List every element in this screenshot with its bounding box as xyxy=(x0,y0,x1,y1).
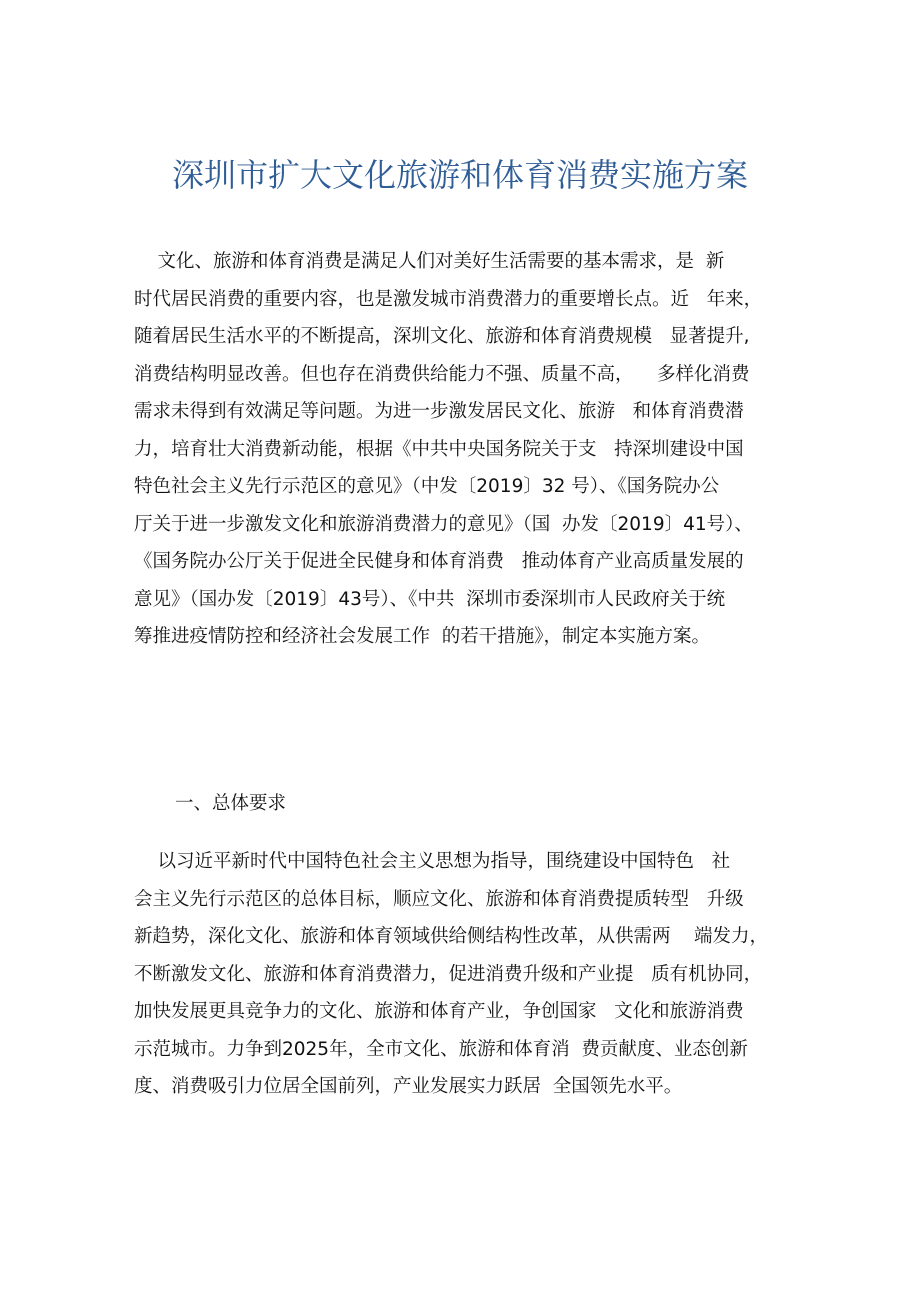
paragraph-line: 不断激发文化、旅游和体育消费潜力，促进消费升级和产业提 质有机协同， xyxy=(134,963,763,985)
paragraph-line: 消费结构明显改善。但也存在消费供给能力不强、质量不高， 多样化消费 xyxy=(134,363,750,385)
paragraph-line: 度、消费吸引力位居全国前列，产业发展实力跃居 全国领先水平。 xyxy=(134,1076,683,1097)
paragraph-line: 意见》（国办发〔2019〕43号）、《中共 深圳市委深圳市人民政府关于统 xyxy=(134,588,726,610)
section-heading: 一、总体要求 xyxy=(175,793,287,814)
paragraph-line: 厅关于进一步激发文化和旅游消费潜力的意见》（国 办发〔2019〕41号）、 xyxy=(134,513,753,535)
paragraph-line: 加快发展更具竞争力的文化、旅游和体育产业，争创国家 文化和旅游消费 xyxy=(134,1001,744,1022)
document-title: 深圳市扩大文化旅游和体育消费实施方案 xyxy=(171,156,748,194)
paragraph-line: 需求未得到有效满足等问题。为进一步激发居民文化、旅游 和体育消费潜 xyxy=(134,401,744,422)
paragraph-line: 会主义先行示范区的总体目标，顺应文化、旅游和体育消费提质转型 升级 xyxy=(134,888,744,910)
paragraph-line: 文化、旅游和体育消费是满足人们对美好生活需要的基本需求，是 新 xyxy=(134,251,725,272)
paragraph-line: 示范城市。力争到2025年，全市文化、旅游和体育消 费贡献度、业态创新 xyxy=(134,1038,748,1060)
paragraph-line: 力，培育壮大消费新动能，根据《中共中央国务院关于支 持深圳建设中国 xyxy=(134,438,744,460)
section-paragraph xyxy=(134,843,796,1106)
paragraph-line: 筹推进疫情防控和经济社会发展工作 的若干措施》，制定本实施方案。 xyxy=(134,626,711,647)
paragraph-line: 时代居民消费的重要内容，也是激发城市消费潜力的重要增长点。近 年来， xyxy=(134,288,763,310)
paragraph-line: 以习近平新时代中国特色社会主义思想为指导，围绕建设中国特色 社 xyxy=(134,851,731,872)
paragraph-line: 特色社会主义先行示范区的意见》（中发〔2019〕32 号）、《国务院办公 xyxy=(134,476,720,497)
paragraph-line: 《国务院办公厅关于促进全民健身和体育消费 推动体育产业高质量发展的 xyxy=(134,551,744,572)
intro-paragraph xyxy=(134,243,796,656)
paragraph-line: 新趋势，深化文化、旅游和体育领域供给侧结构性改革，从供需两 端发力， xyxy=(134,926,769,947)
paragraph-line: 随着居民生活水平的不断提高，深圳文化、旅游和体育消费规模 显著提升, xyxy=(134,326,750,347)
